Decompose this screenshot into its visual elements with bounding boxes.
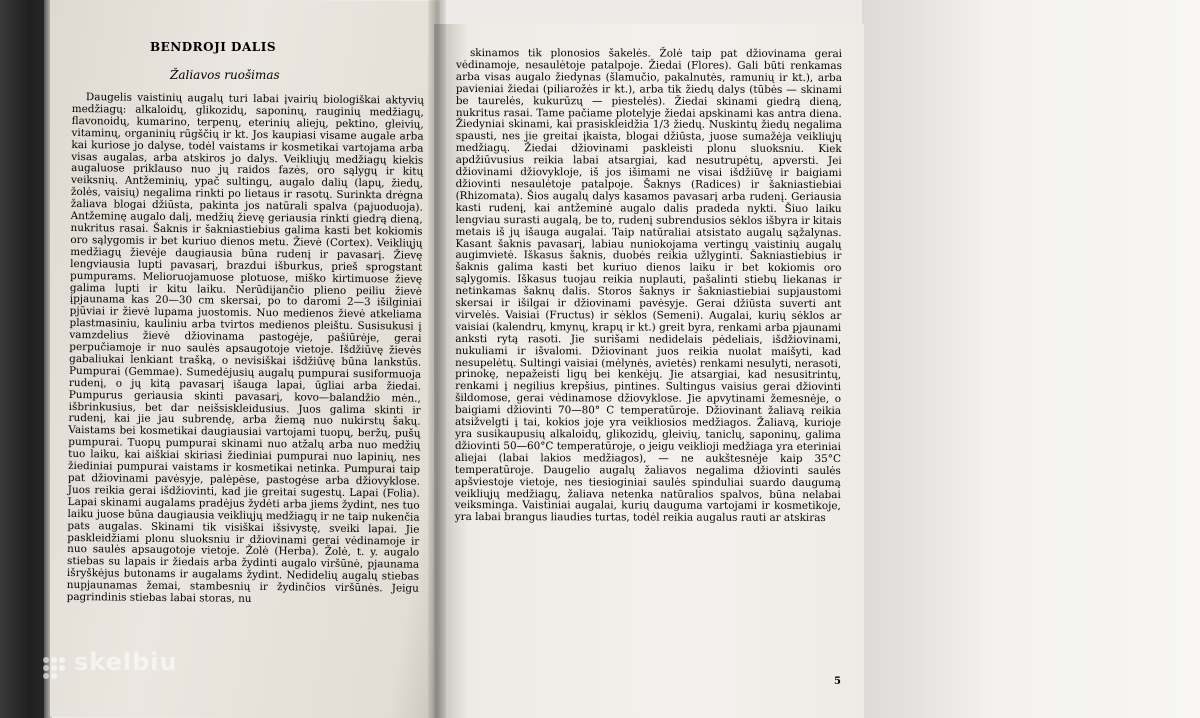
- book-cover: [0, 0, 50, 718]
- right-body: skinamos tik plonosios šakelės. Žolė taip pat džiovinama gerai vėdinamoje, nesaulėtoje patalpoje. Žiedai (Flores). Gali būti renkamas arba visas augalo žiedynas (šlamučio, pakalnutės, ramunių ir kt.), arba pavieniai žiedai (piliarožės ir kt.), arba tik žiedų dalys (tūbės — skinami be taurelės, kukurūzų — piestelės). Žiedai skinami giedrą dieną, nukritus rasai. Tame pačiame plotelyje žiedai apskinami kas antra diena. Žiedyniai skinami, kai prasiskleidžia 1/3 žiedų. Nuskintų žiedų negalima spausti, nes jie greitai įkaista, blogai džiūsta, juose sumažėja veikliųjų medžiagų. Žiedai džiovinami paskleisti plonu sluoksniu. Kiek apdžiūvusius reikia labai atsargiai, kad nesutrupėtų, apversti. Jei džiovinami džiovykloje, iš jos išimami ne visai išdžiūvę ir baigiami džiovinti nesaulėtoje patalpoje. Šaknys (Radices) ir šakniastiebiai (Rhizomata). Šios augalų dalys kasamos pavasarį arba rudenį. Geriausia kasti rudenį, kai antžeminė augalo dalis pradeda nykti. Šiuo laiku lengviau surasti augalą, be to, rudenį subrendusios sėklos išbyra ir kitais metais iš jų išauga augalai. Taip natūraliai atsistato augalų sąžalynas. Kasant šaknis pavasarį, labiau nuniokojama vertingų vaistinių augalų augimvietė. Iškasus šaknis, duobės reikia užlyginti. Šakniastiebius ir šaknis galima kasti bet kuriuo dienos laiku ir bet kokiomis oro sąlygomis. Iškasus tuojau reikia nuplauti, pašalinti stiebų liekanas ir netinkamas šaknų dalis. Storos šaknys ir šakniastiebiai supjaustomi skersai ir išilgai ir džiovinami pavėsyje. Gerai džiūsta suverti ant virvelės. Vaisiai (Fructus) ir sėklos (Semeni). Augalai, kurių sėklos ar vaisiai (kalendrų, kmynų, krapų ir kt.) greit byra, renkami arba pjaunami anksti rytą rasoti. Jie surišami nedidelais pėdeliais, išdžiovinami, nukuliami ir išvalomi. Džiovinant juos reikia nuolat maišyti, kad nesupelėtų. Sultingi vaisiai (mėlynės, avietės) renkami nesulyti, nerasoti, prinokę, nepažeisti ligų bei kenkėjų. Jie atsargiai, kad nesusitrintų, renkami į negilius krepšius, pintines. Sultingus vaisius gerai džiovinti šildomose, gerai vėdinamose džiovyklose. Jie apvytinami žemesnėje, o baigiami džiovinti 70—80° C temperatūroje. Džiovinant žaliavą reikia atsižvelgti į tai, kokios joje yra veikliosios medžiagos. Žaliavą, kurioje yra susikaupusių alkaloidų, glikozidų, gleivių, taniclų, saponinų, galima džiovinti 50—60°C temperatūroje, o jeigu veiklioji medžiaga yra eteriniai aliejai (labai lakios medžiagos), — ne aukštesnėje kaip 35°C temperatūroje. Daugelio augalų žaliavos negalima džiovinti saulės apšviestoje vietoje, nes tiesioginiai saulės spinduliai suardo daugumą veikliųjų medžiagų, žaliava netenka natūralios spalvos, būna nelabai veiksminga. Vaistiniai augalai, kurių dauguma vartojami ir kosmetikoje, yra labai brangus liaudies turtas, todėl reikia augalus rauti ar atskiras: [454, 47, 843, 525]
- page-header: BENDROJI DALIS: [150, 40, 276, 54]
- watermark-logo-icon: [40, 654, 68, 682]
- watermark-text: skelbiu: [74, 648, 178, 676]
- left-page-text: [67, 92, 424, 611]
- background-surface: [862, 0, 1200, 718]
- left-body: Daugelis vaistinių augalų turi labai įvairių biologiškai aktyvių medžiagų: alkaloidų, glikozidų, saponinų, rauginių medžiagų, flavonoidų, kumarino, terpenų, eterinių aliejų, pektino, gleivių, vitaminų, organinių rūgščių ir kt. Jos kaupiasi visame augale arba kai kuriose jo dalyse, todėl vaistams ir kosmetikai vartojama arba visas augalas, arba atskiros jo dalys. Veikliųjų medžiagų kiekis augaluose priklauso nuo jų raidos fazės, oro sąlygų ir kitų veiksnių. Antžeminių, ypač sultingų, augalo dalių (lapų, žiedų, žolės, vaisių) negalima rinkti po lietaus ir rasotų. Surinkta drėgna žaliava blogai džiūsta, pakinta jos natūrali spalva (pajuoduoja). Antžeminę augalo dalį, medžių žievę geriausia rinkti giedrą dieną, nukritus rasai. Šaknis ir šakniastiebius galima kasti bet kokiomis oro sąlygomis ir bet kuriuo dienos metu. Žievė (Cortex). Veikliųjų medžiagų žievėje daugiausia būna rudenį ir pavasarį. Žievę lengviausia lupti pavasarį, brazdui išburkus, prieš sprogstant pumpurams. Melioruojamuose plotuose, miško kirtimuose žievę galima lupti ir kitu laiku. Nerūdijančio plieno peiliu žievė įpjaunama kas 20—30 cm skersai, po to daromi 2—3 išilginiai pjūviai ir žievė lupama juostomis. Nuo medienos žievė atkeliama plastmasiniu, kauliniu arba tvirtos medienos pleištu. Susisukusi į vamzdelius žievė džiovinama pastogėje, pašiūrėje, gerai perpučiamoje ir nuo saulės apsaugotoje vietoje. Išdžiūvę žievės gabaliukai lenkiant trašką, o nevisiškai išdžiūvę būna lankstūs. Pumpurai (Gemmae). Sumedėjusių augalų pumpurai susiformuoja rudenį, o jų kitą pavasarį išauga lapai, ūgliai arba žiedai. Pumpurus geriausia skinti pavasarį, kovo—balandžio mėn., išbrinkusius, bet dar neišsiskleidusius. Juos galima skinti ir rudenį, kai jie jau subrendę, arba žiemą nuo nukirstų šakų. Vaistams bei kosmetikai daugiausiai vartojami tuopų, beržų, pušų pumpurai. Tuopų pumpurai skinami nuo atžalų arba nuo medžių tuo laiku, kai aiškiai skiriasi žiediniai pumpurai nuo lapinių, nes žiediniai pumpurai vaistams ir kosmetikai netinka. Pumpurai taip pat džiovinami pavėsyje, palėpėse, pastogėse arba džiovyklose. Juos reikia gerai išdžiovinti, kad jie greitai sugestų. Lapai (Folia). Lapai skinami augalams pradėjus žydėti arba jiems žydint, nes tuo laiku juose būna daugiausia veikliųjų medžiagų ir ne taip nukenčia pats augalas. Skinami tik visiškai išsivystę, sveiki lapai. Jie paskleidžiami plonu sluoksniu ir džiovinami gerai vėdinamoje ir nuo saulės apsaugotoje vietoje. Žolė (Herba). Žolė, t. y. augalo stiebas su lapais ir žiedais arba žydinti augalo viršūnė, pjaunama išryškėjus butonams ir augalams žydint. Nedidelių augalų stiebas nupjaunamas žemai, stambesnių ir žydinčios viršūnės. Jeigu pagrindinis stiebas labai storas, nu: [66, 91, 424, 605]
- section-title: Žaliavos ruošimas: [170, 68, 280, 82]
- right-page-text: [455, 48, 842, 528]
- page-number: 5: [834, 676, 841, 687]
- book-gutter: [428, 0, 446, 718]
